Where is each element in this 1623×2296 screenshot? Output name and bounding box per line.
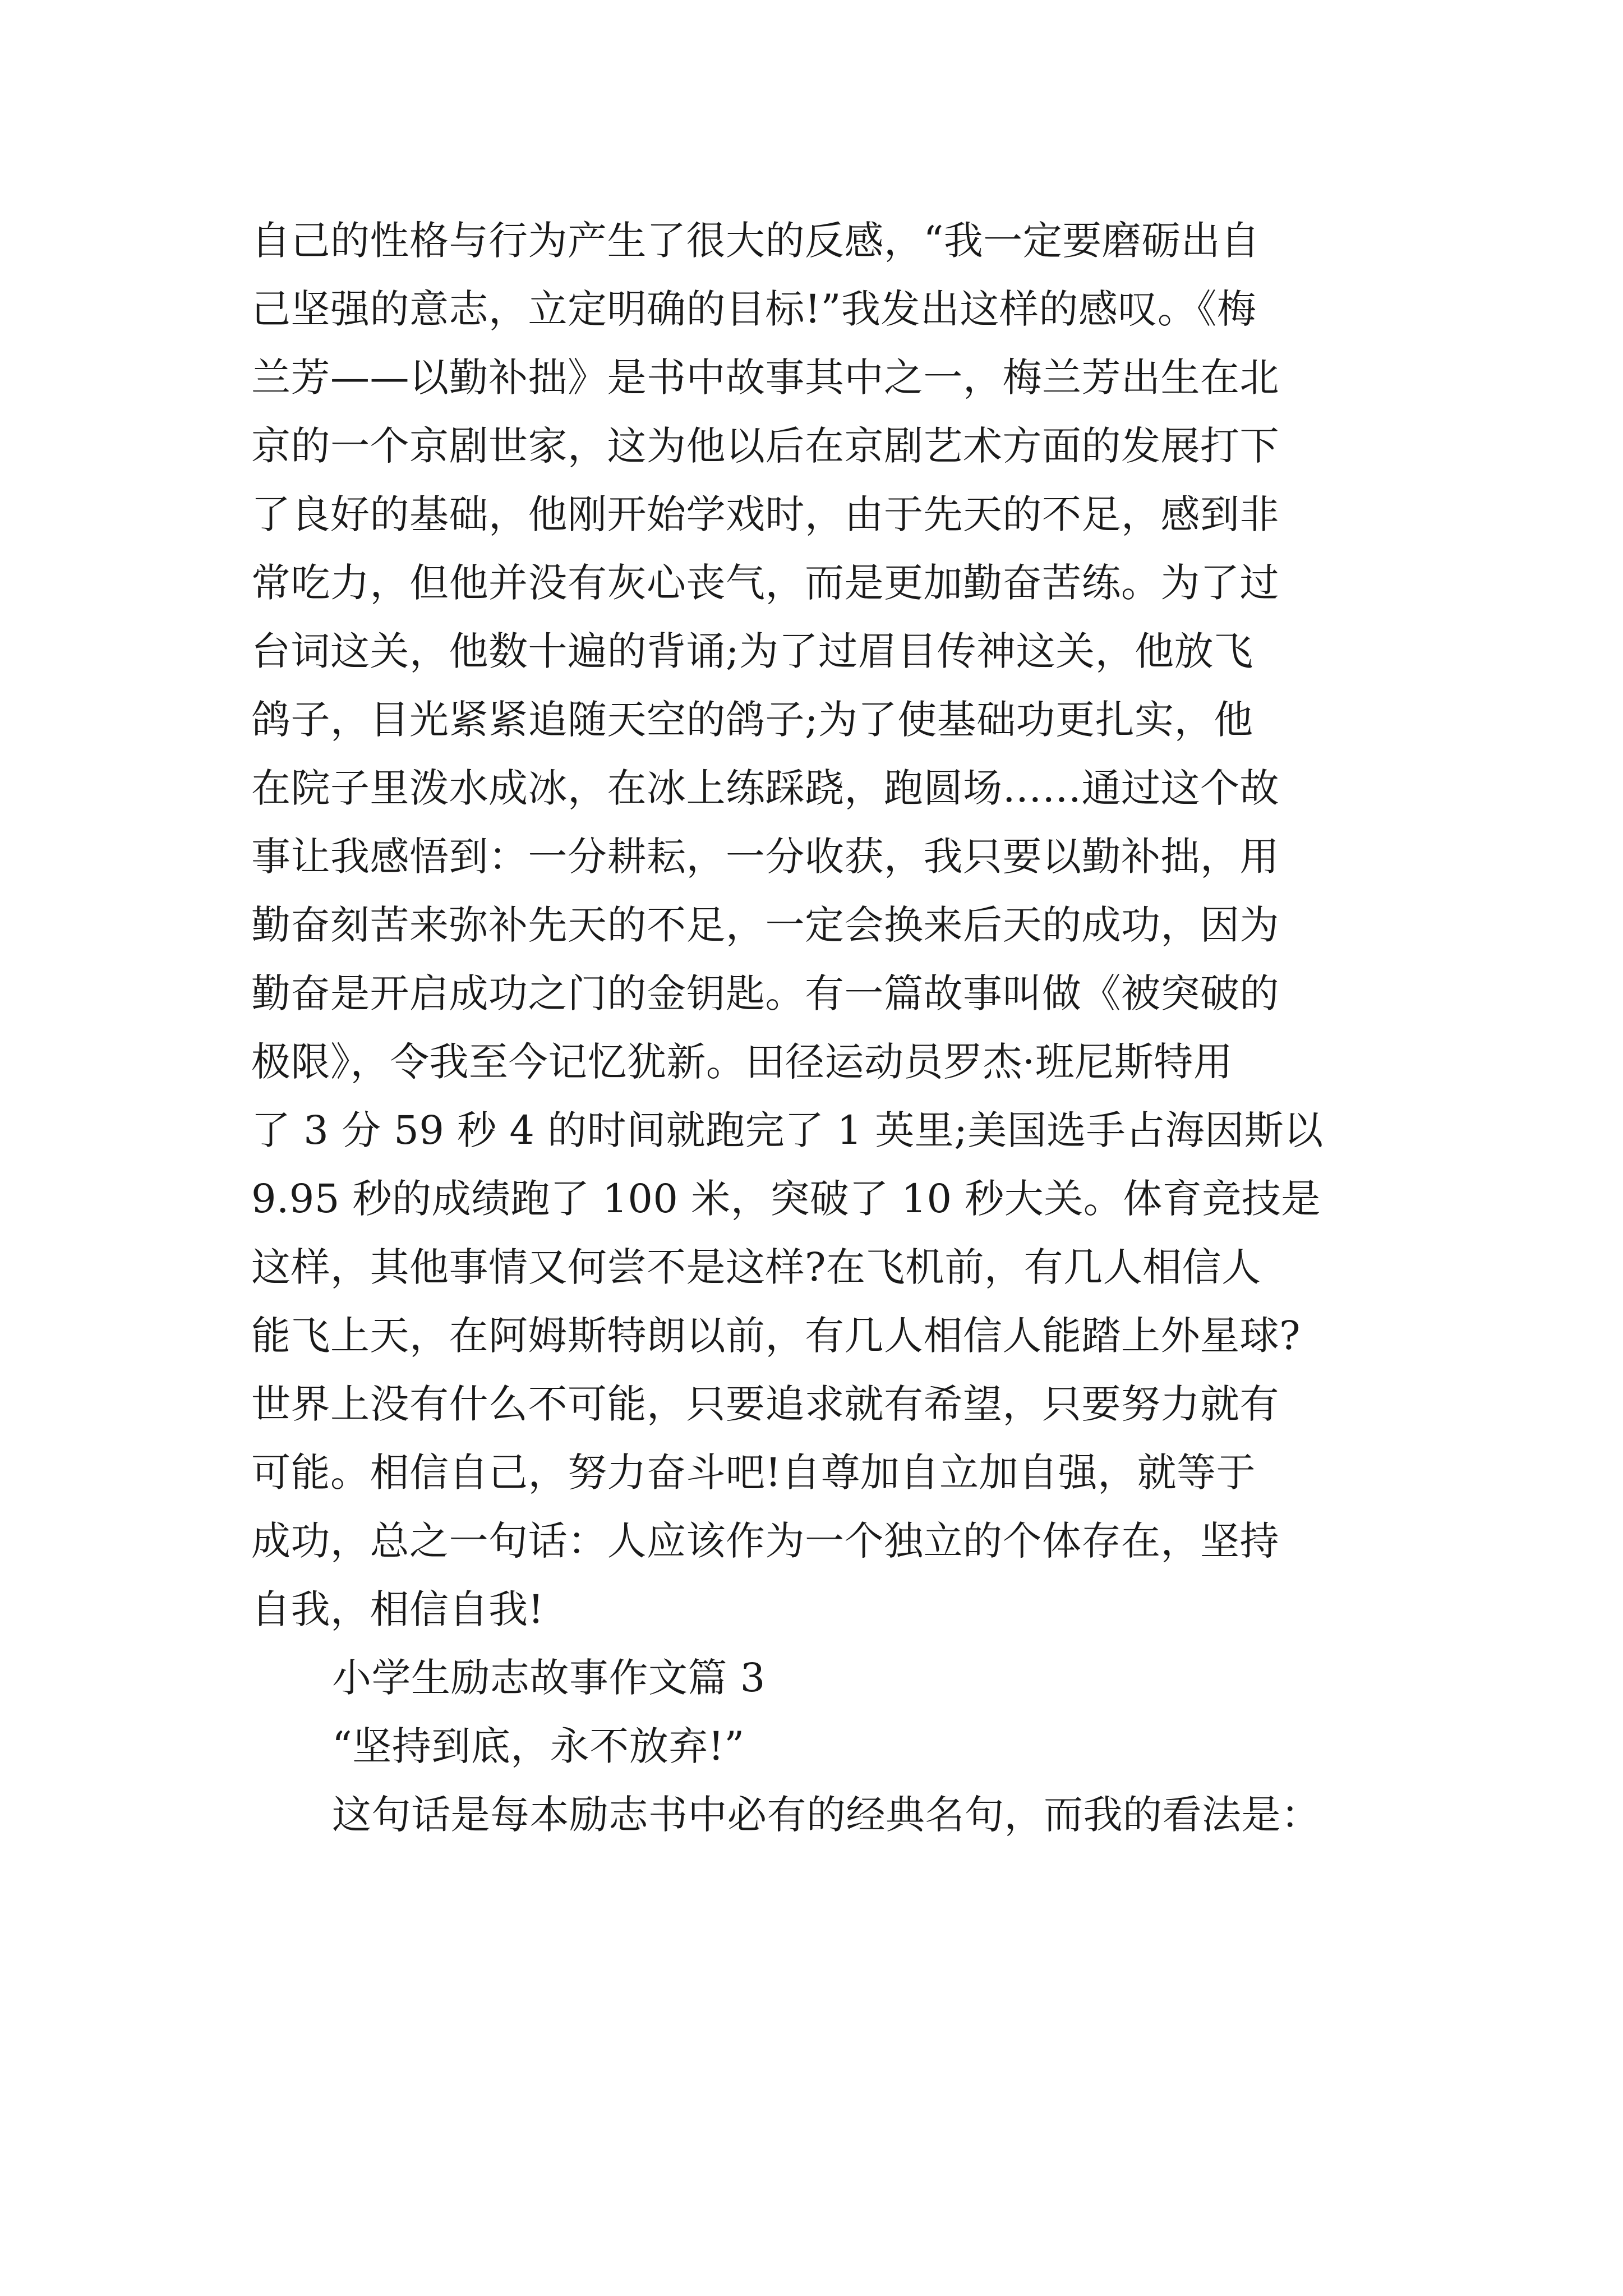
paragraph-line: 己坚强的意志，立定明确的目标!”我发出这样的感叹。《梅 [251, 286, 1257, 332]
paragraph-line: 9.95 秒的成绩跑了 100 米，突破了 10 秒大关。体育竞技是 [251, 1176, 1321, 1222]
quote-line: “坚持到底，永不放弃!” [332, 1723, 745, 1769]
paragraph-line: 能飞上天，在阿姆斯特朗以前，有几人相信人能踏上外星球? [251, 1313, 1301, 1359]
paragraph-line: 自我，相信自我! [251, 1586, 545, 1632]
paragraph-line: 常吃力，但他并没有灰心丧气，而是更加勤奋苦练。为了过 [251, 560, 1279, 606]
paragraph-line: 可能。相信自己，努力奋斗吧!自尊加自立加自强，就等于 [251, 1450, 1256, 1496]
paragraph-line: 兰芳——以勤补拙》是书中故事其中之一，梅兰芳出生在北 [251, 355, 1279, 401]
document-body [251, 206, 1380, 1849]
paragraph-line: 勤奋是开启成功之门的金钥匙。有一篇故事叫做《被突破的 [251, 970, 1279, 1016]
paragraph-line: 世界上没有什么不可能，只要追求就有希望，只要努力就有 [251, 1381, 1279, 1427]
paragraph-line: 这样，其他事情又何尝不是这样?在飞机前，有几人相信人 [251, 1244, 1261, 1290]
paragraph-line: 京的一个京剧世家，这为他以后在京剧艺术方面的发展打下 [251, 423, 1279, 469]
paragraph-line: 了良好的基础，他刚开始学戏时，由于先天的不足，感到非 [251, 491, 1279, 537]
paragraph-line: 成功，总之一句话：人应该作为一个独立的个体存在，坚持 [251, 1518, 1279, 1564]
section-heading: 小学生励志故事作文篇 3 [332, 1655, 766, 1701]
paragraph-line: 台词这关，他数十遍的背诵;为了过眉目传神这关，他放飞 [251, 628, 1253, 674]
paragraph-line: 鸽子，目光紧紧追随天空的鸽子;为了使基础功更扎实，他 [251, 697, 1253, 743]
paragraph-line: 勤奋刻苦来弥补先天的不足，一定会换来后天的成功，因为 [251, 902, 1279, 948]
closing-line: 这句话是每本励志书中必有的经典名句，而我的看法是： [332, 1792, 1321, 1838]
paragraph-line: 自己的性格与行为产生了很大的反感，“我一定要磨砺出自 [251, 218, 1260, 264]
paragraph-line: 极限》，令我至今记忆犹新。田径运动员罗杰·班尼斯特用 [251, 1039, 1233, 1085]
paragraph-line: 事让我感悟到：一分耕耘，一分收获，我只要以勤补拙，用 [251, 834, 1279, 880]
paragraph-line: 了 3 分 59 秒 4 的时间就跑完了 1 英里;美国选手占海因斯以 [251, 1107, 1324, 1153]
paragraph-line: 在院子里泼水成冰，在冰上练踩跷，跑圆场……通过这个故 [251, 765, 1279, 811]
